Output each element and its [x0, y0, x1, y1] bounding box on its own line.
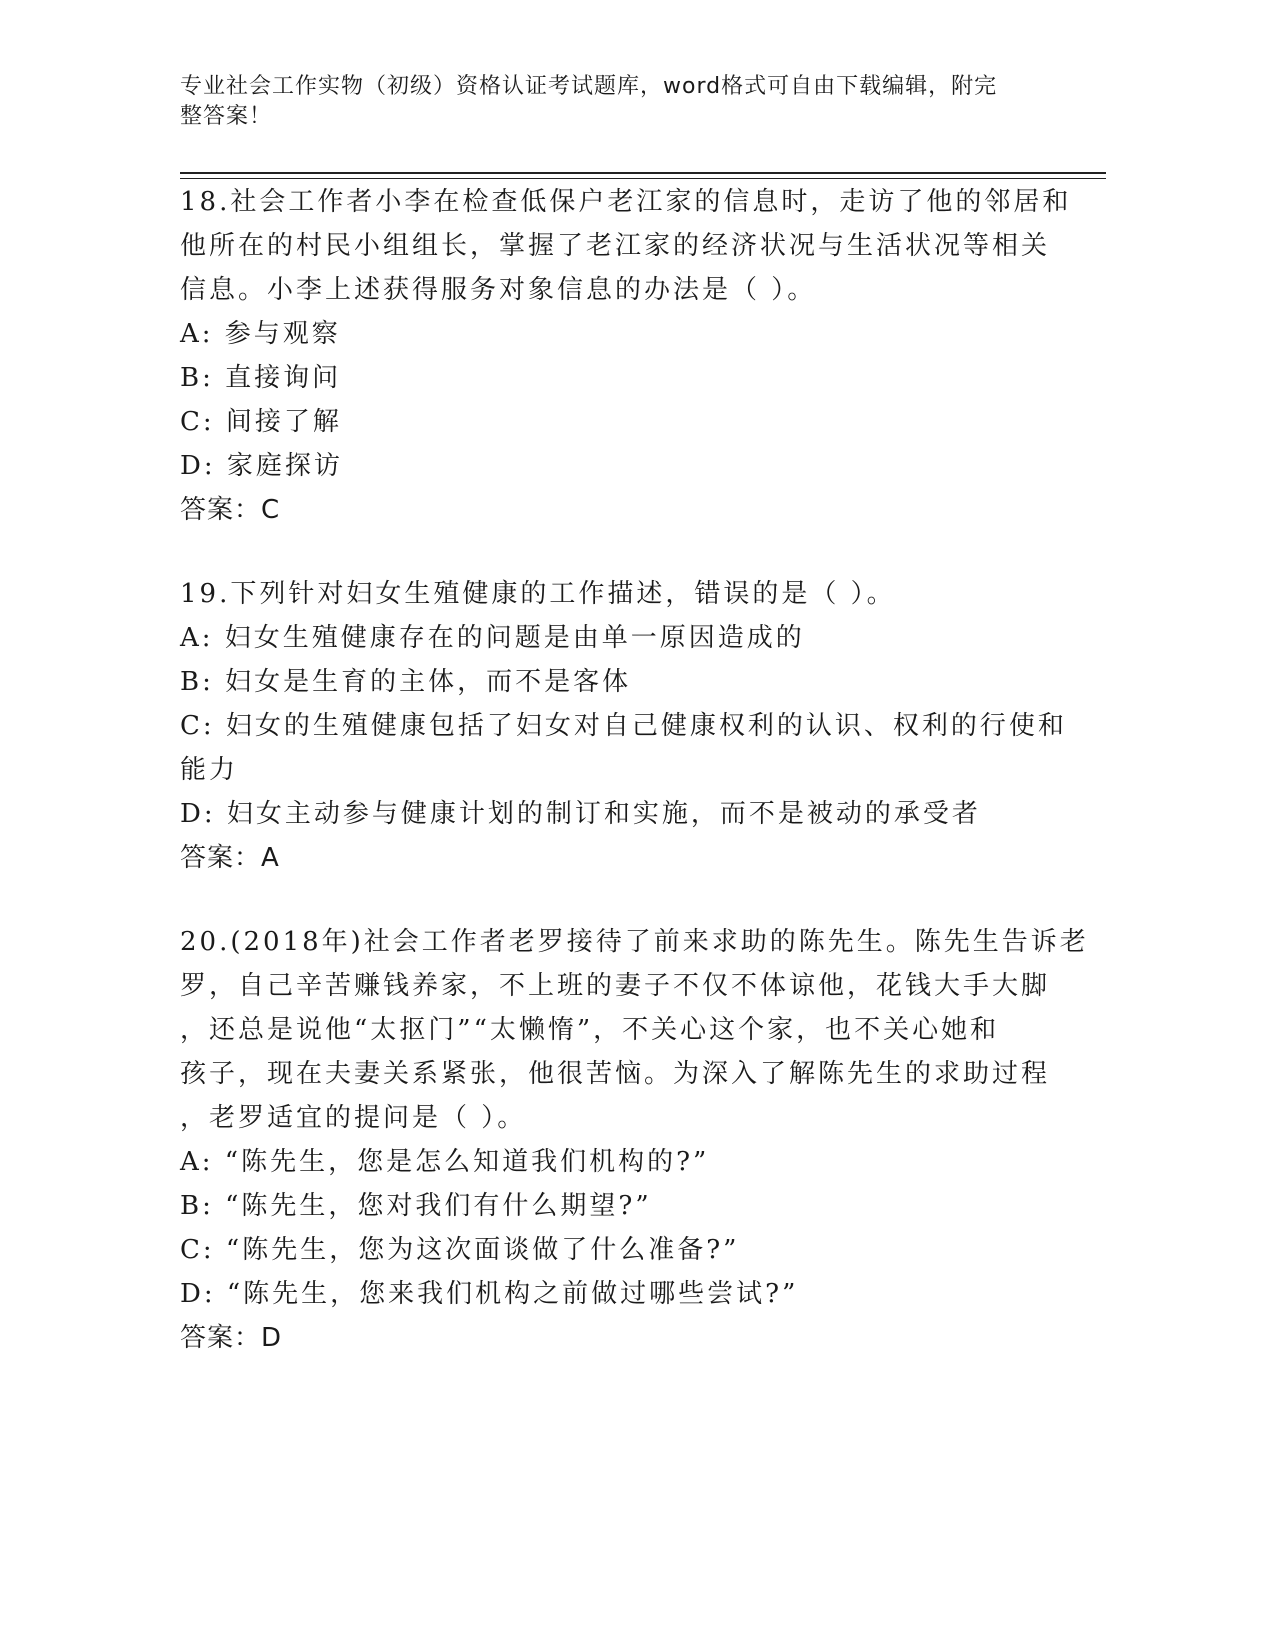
question-stem-line: 他所在的村民小组组长，掌握了老江家的经济状况与生活状况等相关 [180, 231, 1051, 261]
header-line-1: 专业社会工作实物（初级）资格认证考试题库，word格式可自由下载编辑，附完 [180, 74, 998, 99]
page-header [180, 72, 1080, 132]
option-c: C: 间接了解 [180, 407, 342, 437]
question-stem-line: ，老罗适宜的提问是（ ）。 [180, 1103, 527, 1133]
option-d: D: 妇女主动参与健康计划的制订和实施，而不是被动的承受者 [180, 799, 981, 829]
option-b: B: “陈先生，您对我们有什么期望?” [180, 1191, 652, 1221]
answer-label: 答案：C [180, 495, 281, 525]
question-stem-line: 罗，自己辛苦赚钱养家，不上班的妻子不仅不体谅他，花钱大手大脚 [180, 971, 1051, 1001]
question-18 [180, 180, 1072, 532]
option-a: A: 妇女生殖健康存在的问题是由单一原因造成的 [180, 623, 805, 653]
question-stem-line: ，还总是说他“太抠门”“太懒惰”，不关心这个家，也不关心她和 [180, 1015, 1000, 1045]
option-c-continued: 能力 [180, 755, 239, 785]
question-stem-line: 18.社会工作者小李在检查低保户老江家的信息时，走访了他的邻居和 [180, 187, 1072, 217]
option-d: D: 家庭探访 [180, 451, 343, 481]
question-stem-line: 19.下列针对妇女生殖健康的工作描述，错误的是（ ）。 [180, 579, 896, 609]
question-19 [180, 572, 1067, 880]
option-b: B: 妇女是生育的主体，而不是客体 [180, 667, 632, 697]
header-divider [180, 172, 1106, 174]
answer-label: 答案：D [180, 1323, 283, 1353]
option-a: A: “陈先生，您是怎么知道我们机构的?” [180, 1147, 710, 1177]
header-divider-thin [180, 178, 1106, 179]
option-d: D: “陈先生，您来我们机构之前做过哪些尝试?” [180, 1279, 799, 1309]
question-stem-line: 信息。小李上述获得服务对象信息的办法是（ ）。 [180, 275, 817, 305]
option-a: A: 参与观察 [180, 319, 341, 349]
question-stem-line: 孩子，现在夫妻关系紧张，他很苦恼。为深入了解陈先生的求助过程 [180, 1059, 1051, 1089]
question-20 [180, 920, 1089, 1360]
option-b: B: 直接询问 [180, 363, 342, 393]
option-c: C: 妇女的生殖健康包括了妇女对自己健康权利的认识、权利的行使和 [180, 711, 1067, 741]
answer-label: 答案：A [180, 843, 280, 873]
option-c: C: “陈先生，您为这次面谈做了什么准备?” [180, 1235, 740, 1265]
question-stem-line: 20.(2018年)社会工作者老罗接待了前来求助的陈先生。陈先生告诉老 [180, 927, 1089, 957]
header-line-2: 整答案！ [180, 104, 273, 129]
